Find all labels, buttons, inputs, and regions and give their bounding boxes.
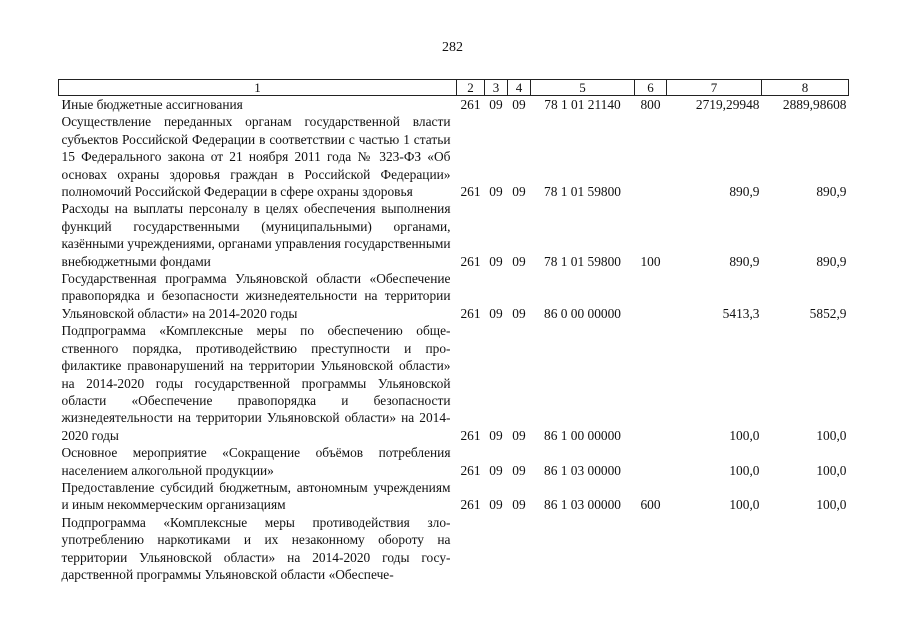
expense-type-code xyxy=(635,444,667,479)
column-header: 3 xyxy=(485,80,508,96)
amount-col7: 890,9 xyxy=(729,253,760,269)
row-name: Расходы на выплаты персоналу в целях обеспечения выполнения функций государственными (муниципальными) органами, казёнными учреждениями, органами управления государственными внебюджетными фондами xyxy=(61,201,451,269)
target-article-code: 78 1 01 59800 xyxy=(544,184,621,200)
subsection-code: 09 xyxy=(512,497,526,513)
column-header: 6 xyxy=(635,80,667,96)
column-header: 2 xyxy=(457,80,485,96)
section-code: 09 xyxy=(489,305,503,321)
target-article-code: 86 1 00 00000 xyxy=(544,427,621,443)
table-row xyxy=(59,479,849,514)
table-row xyxy=(59,200,849,270)
row-name: Основное мероприятие «Сокращение объёмов потребления населением алкогольной продукции» xyxy=(61,445,451,478)
amount-col8 xyxy=(762,514,849,584)
subsection-code: 09 xyxy=(512,462,526,478)
row-name: Осуществление переданных органам государственной власти субъектов Российской Федерации в соответствии с частью 1 статьи 15 Федерального закона от 21 ноября 2011 года № 323-ФЗ «Об основах охраны здоровья граждан в Российской Федерации» полномочий Российской Федерации в сфере охраны здоровья xyxy=(61,114,451,200)
row-name: Подпрограмма «Комплексные меры по обеспечению общественного порядка, противодействию преступности и профилактике правонарушений на территории Ульяновской области» на 2014-2020 годы государственной программы Ульяновской области «Обеспечение правопорядка и безопасности жизнедеятельности на территории Ульяновской области» на 2014-2020 годы xyxy=(61,323,451,443)
expense-type-code xyxy=(635,322,667,444)
expense-type-code xyxy=(635,270,667,322)
amount-col8: 100,0 xyxy=(816,497,847,513)
column-header: 5 xyxy=(531,80,635,96)
target-article-code: 78 1 01 21140 xyxy=(544,97,621,112)
row-name: Предоставление субсидий бюджетным, автономным учреждениям и иным некоммерческим организациям xyxy=(61,479,451,513)
ministry-code: 261 xyxy=(460,253,481,269)
amount-col7 xyxy=(667,514,762,584)
table-row xyxy=(59,113,849,200)
table-row xyxy=(59,444,849,479)
column-header: 4 xyxy=(508,80,531,96)
budget-table xyxy=(58,79,849,583)
amount-col8: 890,9 xyxy=(816,184,847,200)
target-article-code xyxy=(531,514,635,584)
subsection-code xyxy=(508,514,531,584)
table-header xyxy=(59,80,849,96)
target-article-code: 86 1 03 00000 xyxy=(544,462,621,478)
target-article-code: 86 1 03 00000 xyxy=(544,497,621,513)
amount-col8: 100,0 xyxy=(816,427,847,443)
amount-col7: 100,0 xyxy=(729,462,760,478)
table-row xyxy=(59,270,849,322)
amount-col7: 5413,3 xyxy=(722,305,760,321)
amount-col7: 2719,29948 xyxy=(695,97,760,112)
section-code: 09 xyxy=(489,427,503,443)
table-row xyxy=(59,514,849,584)
expense-type-code: 600 xyxy=(640,497,661,513)
amount-col7: 100,0 xyxy=(729,497,760,513)
target-article-code: 86 0 00 00000 xyxy=(544,305,621,321)
column-header: 8 xyxy=(762,80,849,96)
expense-type-code: 100 xyxy=(640,253,661,269)
row-name: Иные бюджетные ассигнования xyxy=(61,97,243,112)
amount-col8: 100,0 xyxy=(816,462,847,478)
subsection-code: 09 xyxy=(512,305,526,321)
section-code: 09 xyxy=(489,497,503,513)
expense-type-code xyxy=(635,514,667,584)
section-code xyxy=(485,514,508,584)
table-row xyxy=(59,96,849,114)
amount-col8: 890,9 xyxy=(816,253,847,269)
table-body xyxy=(59,96,849,584)
section-code: 09 xyxy=(489,253,503,269)
section-code: 09 xyxy=(489,462,503,478)
subsection-code: 09 xyxy=(512,427,526,443)
amount-col7: 100,0 xyxy=(729,427,760,443)
section-code: 09 xyxy=(489,184,503,200)
target-article-code: 78 1 01 59800 xyxy=(544,253,621,269)
table-row xyxy=(59,322,849,444)
row-name: Государственная программа Ульяновской области «Обеспечение правопорядка и безопасности жизнедеятельности на территории Ульяновской области» на 2014-2020 годы xyxy=(61,271,451,321)
amount-col7: 890,9 xyxy=(729,184,760,200)
ministry-code: 261 xyxy=(460,497,481,513)
expense-type-code xyxy=(635,113,667,200)
ministry-code: 261 xyxy=(460,97,481,112)
section-code: 09 xyxy=(489,97,503,112)
expense-type-code: 800 xyxy=(640,97,661,112)
column-header: 1 xyxy=(59,80,457,96)
ministry-code xyxy=(457,514,485,584)
header-row xyxy=(59,80,849,96)
row-name: Подпрограмма «Комплексные меры противодействия злоупотреблению наркотиками и их незаконному обороту на территории Ульяновской области» на 2014-2020 годы государственной программы Ульяновской области «Обеспече- xyxy=(61,514,451,582)
column-header: 7 xyxy=(667,80,762,96)
subsection-code: 09 xyxy=(512,184,526,200)
subsection-code: 09 xyxy=(512,97,526,112)
ministry-code: 261 xyxy=(460,462,481,478)
page-number: 282 xyxy=(442,40,463,55)
amount-col8: 5852,9 xyxy=(809,305,847,321)
ministry-code: 261 xyxy=(460,427,481,443)
ministry-code: 261 xyxy=(460,184,481,200)
ministry-code: 261 xyxy=(460,305,481,321)
amount-col8: 2889,98608 xyxy=(782,97,847,112)
subsection-code: 09 xyxy=(512,253,526,269)
